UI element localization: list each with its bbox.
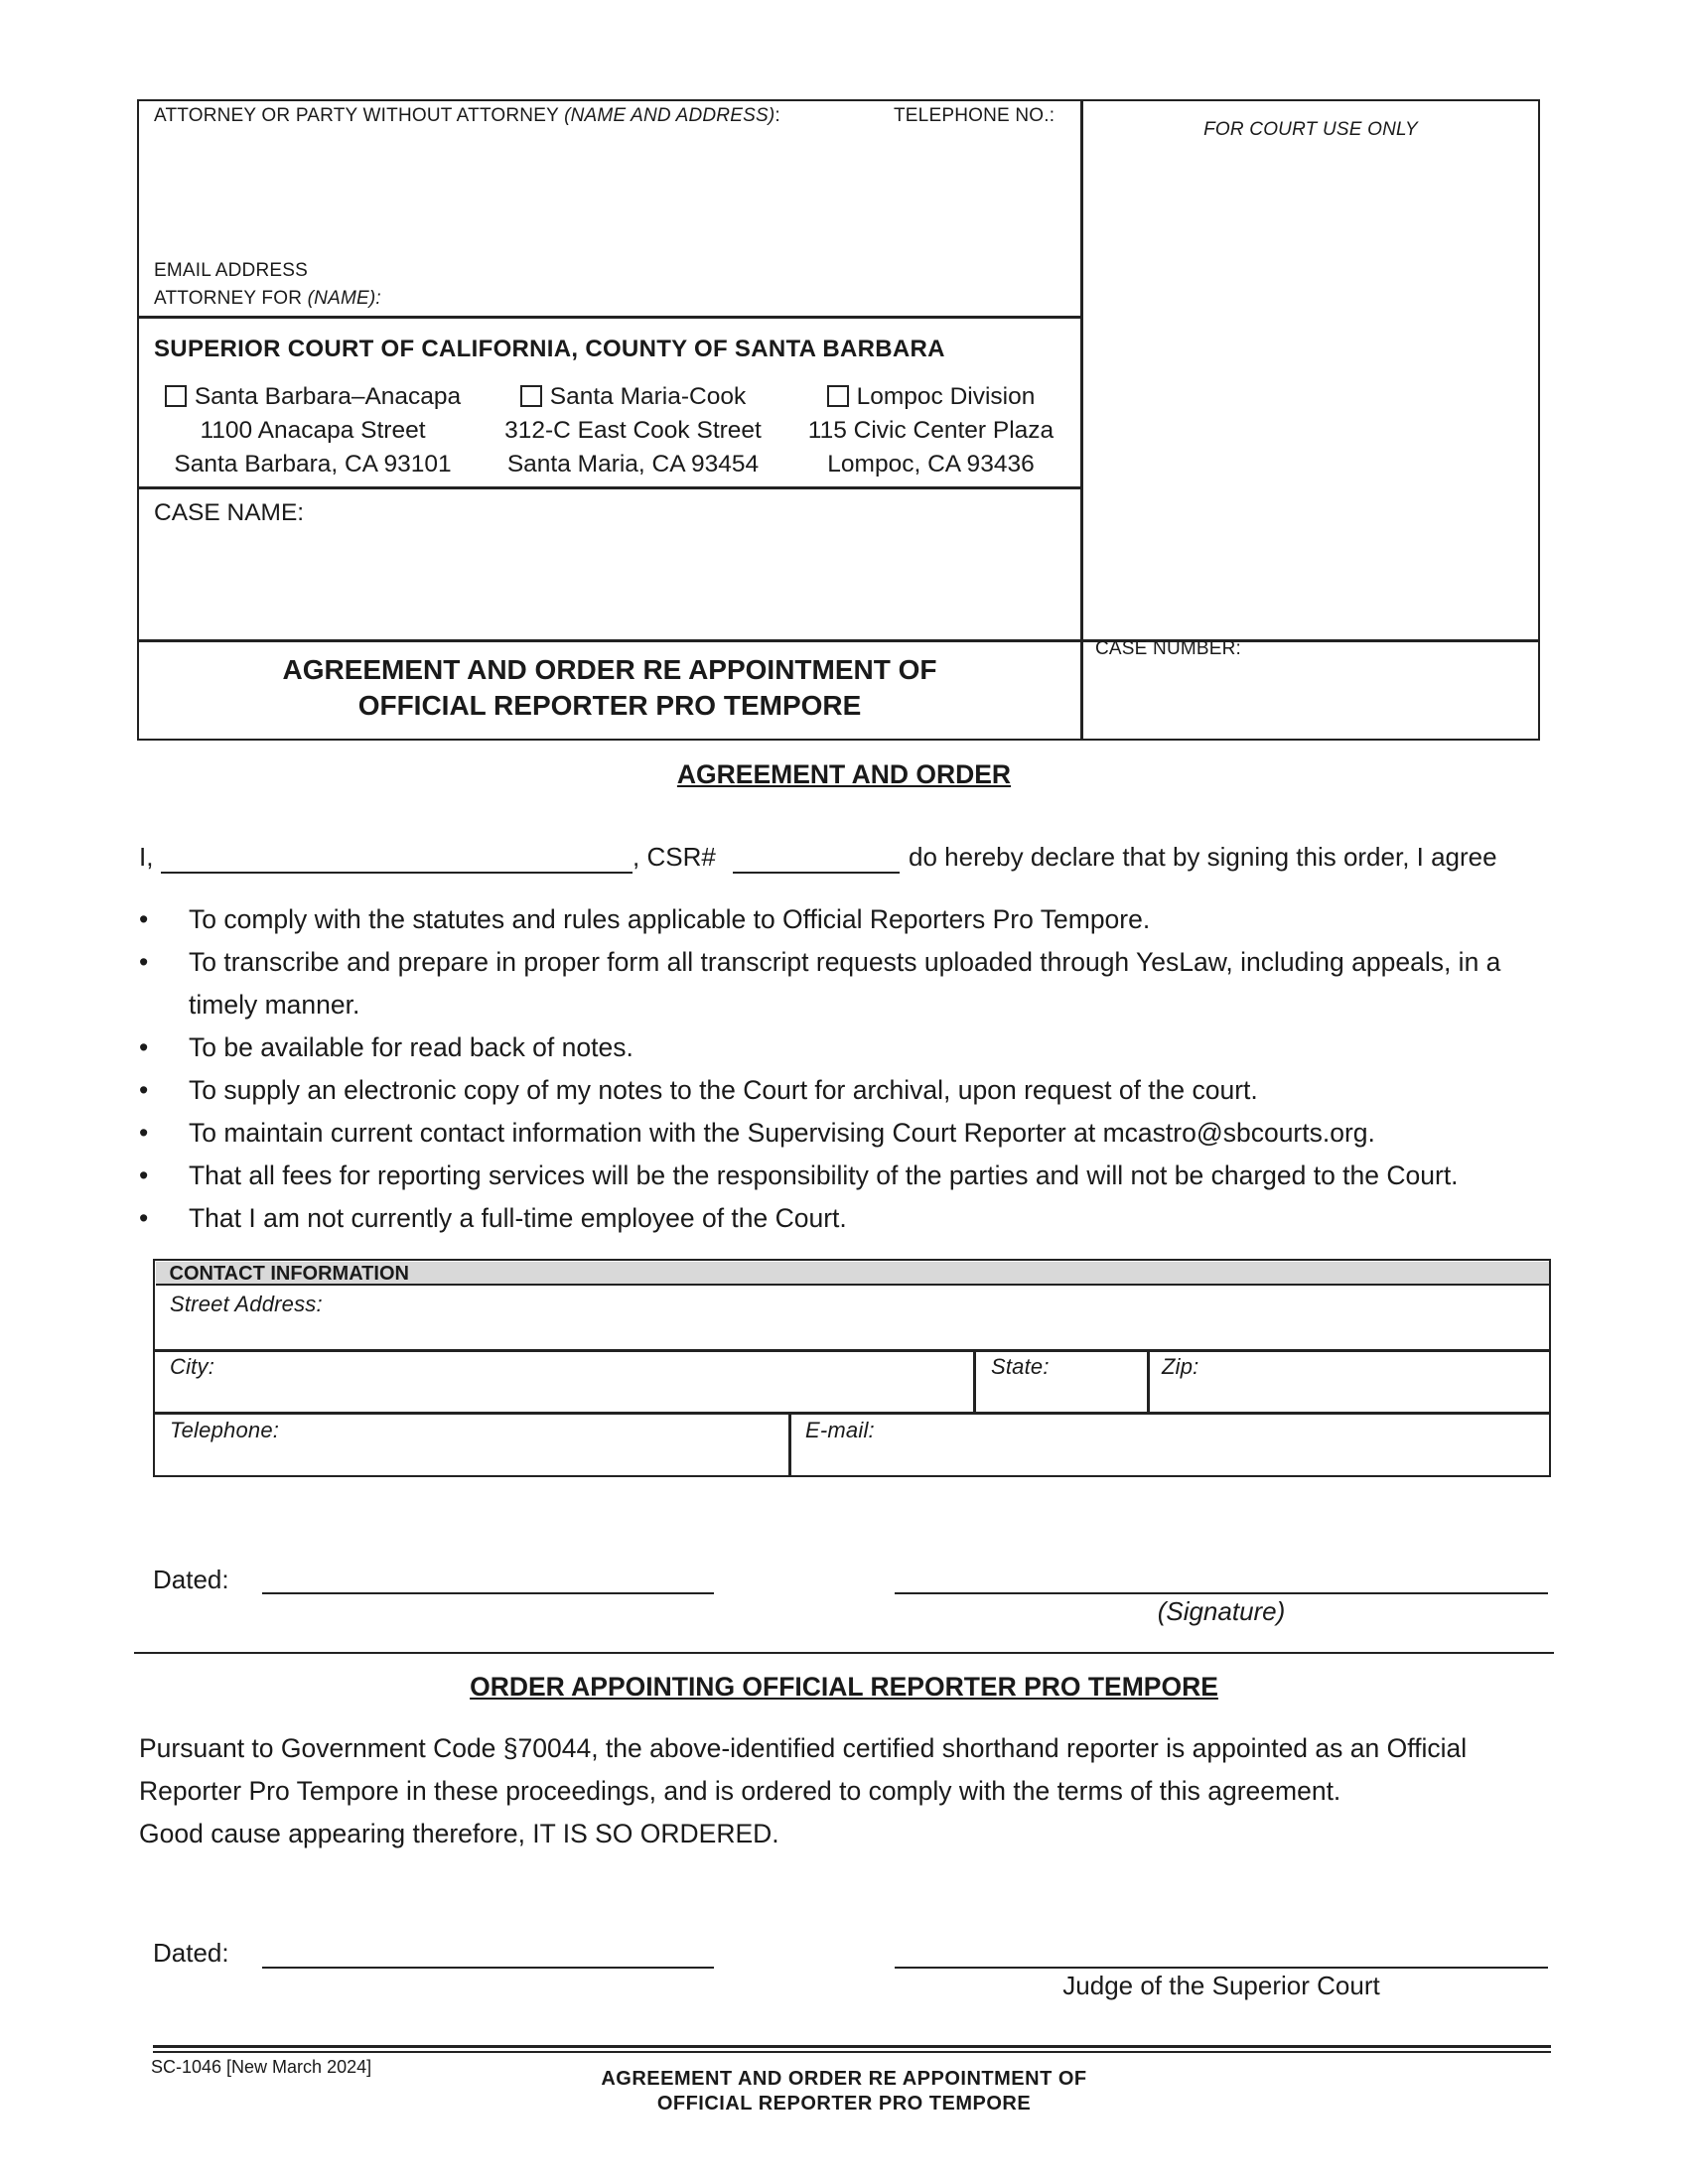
list-item: • To comply with the statutes and rules applicable to Official Reporters Pro Tempore.	[139, 898, 1549, 941]
attorney-label: ATTORNEY OR PARTY WITHOUT ATTORNEY (NAME AND ADDRESS):	[154, 105, 780, 126]
case-name-label: CASE NAME:	[154, 499, 305, 526]
zip-field[interactable]: Zip:	[1162, 1354, 1199, 1379]
case-number-label: CASE NUMBER:	[1095, 638, 1242, 659]
judge-caption: Judge of the Superior Court	[1062, 1971, 1380, 2000]
street-address-field[interactable]: Street Address:	[170, 1292, 323, 1316]
bullet-icon: •	[139, 1032, 149, 1062]
list-item: • To transcribe and prepare in proper form all transcript requests uploaded through YesLaw, including appeals, in a timely manner.	[139, 941, 1549, 1026]
court-use-label: FOR COURT USE ONLY	[1203, 119, 1418, 140]
bullet-icon: •	[139, 904, 149, 934]
city-field[interactable]: City:	[170, 1354, 214, 1379]
signature-caption: (Signature)	[1157, 1596, 1286, 1626]
bullet-icon: •	[139, 1160, 149, 1190]
email-field[interactable]: E-mail:	[805, 1418, 875, 1442]
list-item: • That all fees for reporting services will be the responsibility of the parties and will not be charged to the Court.	[139, 1155, 1549, 1197]
state-field[interactable]: State:	[991, 1354, 1050, 1379]
email-label: EMAIL ADDRESS	[154, 260, 308, 281]
contact-row-divider-1	[153, 1349, 1551, 1352]
order-text: Pursuant to Government Code §70044, the above-identified certified shorthand reporter is appointed as an Official Reporter Pro Tempore in these proceedings, and is ordered to comply with the terms of this agreement. Good cause appearing therefore, IT IS SO ORDERED.	[139, 1733, 1468, 1848]
list-item: • To be available for read back of notes.	[139, 1026, 1549, 1069]
lompoc-checkbox[interactable]	[827, 385, 849, 407]
location-lompoc: Lompoc Division 115 Civic Center Plaza Lompoc, CA 93436	[807, 383, 1055, 478]
agreement-list	[139, 898, 1549, 1240]
telephone-field[interactable]: Telephone:	[170, 1418, 280, 1442]
contact-table	[153, 1259, 1551, 1477]
court-title: SUPERIOR COURT OF CALIFORNIA, COUNTY OF SANTA BARBARA	[154, 336, 945, 362]
santa-barbara-checkbox[interactable]	[165, 385, 187, 407]
intro-csr: , CSR#	[633, 842, 716, 872]
santa-maria-checkbox[interactable]	[520, 385, 542, 407]
csr-number-line[interactable]	[733, 872, 900, 874]
caption-vertical-divider	[1080, 99, 1083, 741]
bullet-icon: •	[139, 1203, 149, 1233]
contact-heading: CONTACT INFORMATION	[156, 1262, 1549, 1286]
location-santa-maria: Santa Maria-Cook 312-C East Cook Street Santa Maria, CA 93454	[504, 383, 762, 478]
order-heading: ORDER APPOINTING OFFICIAL REPORTER PRO TEMPORE	[470, 1672, 1218, 1702]
reporter-name-line[interactable]	[161, 872, 633, 874]
judge-signature-line[interactable]	[895, 1967, 1548, 1969]
contact-row-divider-2	[153, 1412, 1551, 1415]
contact-col-divider-state	[973, 1349, 976, 1413]
dated-label-2: Dated:	[153, 1938, 229, 1968]
list-item: • To supply an electronic copy of my notes to the Court for archival, upon request of the court.	[139, 1069, 1549, 1112]
form-number: SC-1046 [New March 2024]	[151, 2057, 372, 2077]
signature-line[interactable]	[895, 1592, 1548, 1594]
bullet-icon: •	[139, 947, 149, 977]
form-title: AGREEMENT AND ORDER RE APPOINTMENT OF OFFICIAL REPORTER PRO TEMPORE	[282, 654, 937, 721]
intro-rest: do hereby declare that by signing this order, I agree	[909, 842, 1497, 872]
intro-i: I,	[139, 842, 154, 872]
bullet-icon: •	[139, 1075, 149, 1105]
dated-label-1: Dated:	[153, 1565, 229, 1594]
footer-title: AGREEMENT AND ORDER RE APPOINTMENT OF OFFICIAL REPORTER PRO TEMPORE	[601, 2068, 1087, 2115]
caption-divider-1	[137, 316, 1081, 319]
location-santa-barbara: Santa Barbara–Anacapa 1100 Anacapa Street Santa Barbara, CA 93101	[154, 380, 472, 481]
contact-col-divider-email	[788, 1412, 791, 1477]
contact-col-divider-zip	[1147, 1349, 1150, 1413]
attorney-for-label: ATTORNEY FOR (NAME):	[154, 288, 381, 309]
list-item: • To maintain current contact information with the Supervising Court Reporter at mcastro@sbcourts.org.	[139, 1112, 1549, 1155]
dated-line-1[interactable]	[262, 1592, 714, 1594]
caption-divider-2	[137, 486, 1081, 489]
agreement-heading: AGREEMENT AND ORDER	[676, 759, 1012, 789]
caption-divider-3	[137, 639, 1540, 642]
telephone-label: TELEPHONE NO.:	[894, 105, 1055, 126]
footer-rule-bottom	[153, 2051, 1551, 2053]
dated-line-2[interactable]	[262, 1967, 714, 1969]
footer-rule-top	[153, 2045, 1551, 2048]
list-item: • That I am not currently a full-time employee of the Court.	[139, 1197, 1549, 1240]
section-rule	[134, 1652, 1554, 1654]
bullet-icon: •	[139, 1118, 149, 1148]
